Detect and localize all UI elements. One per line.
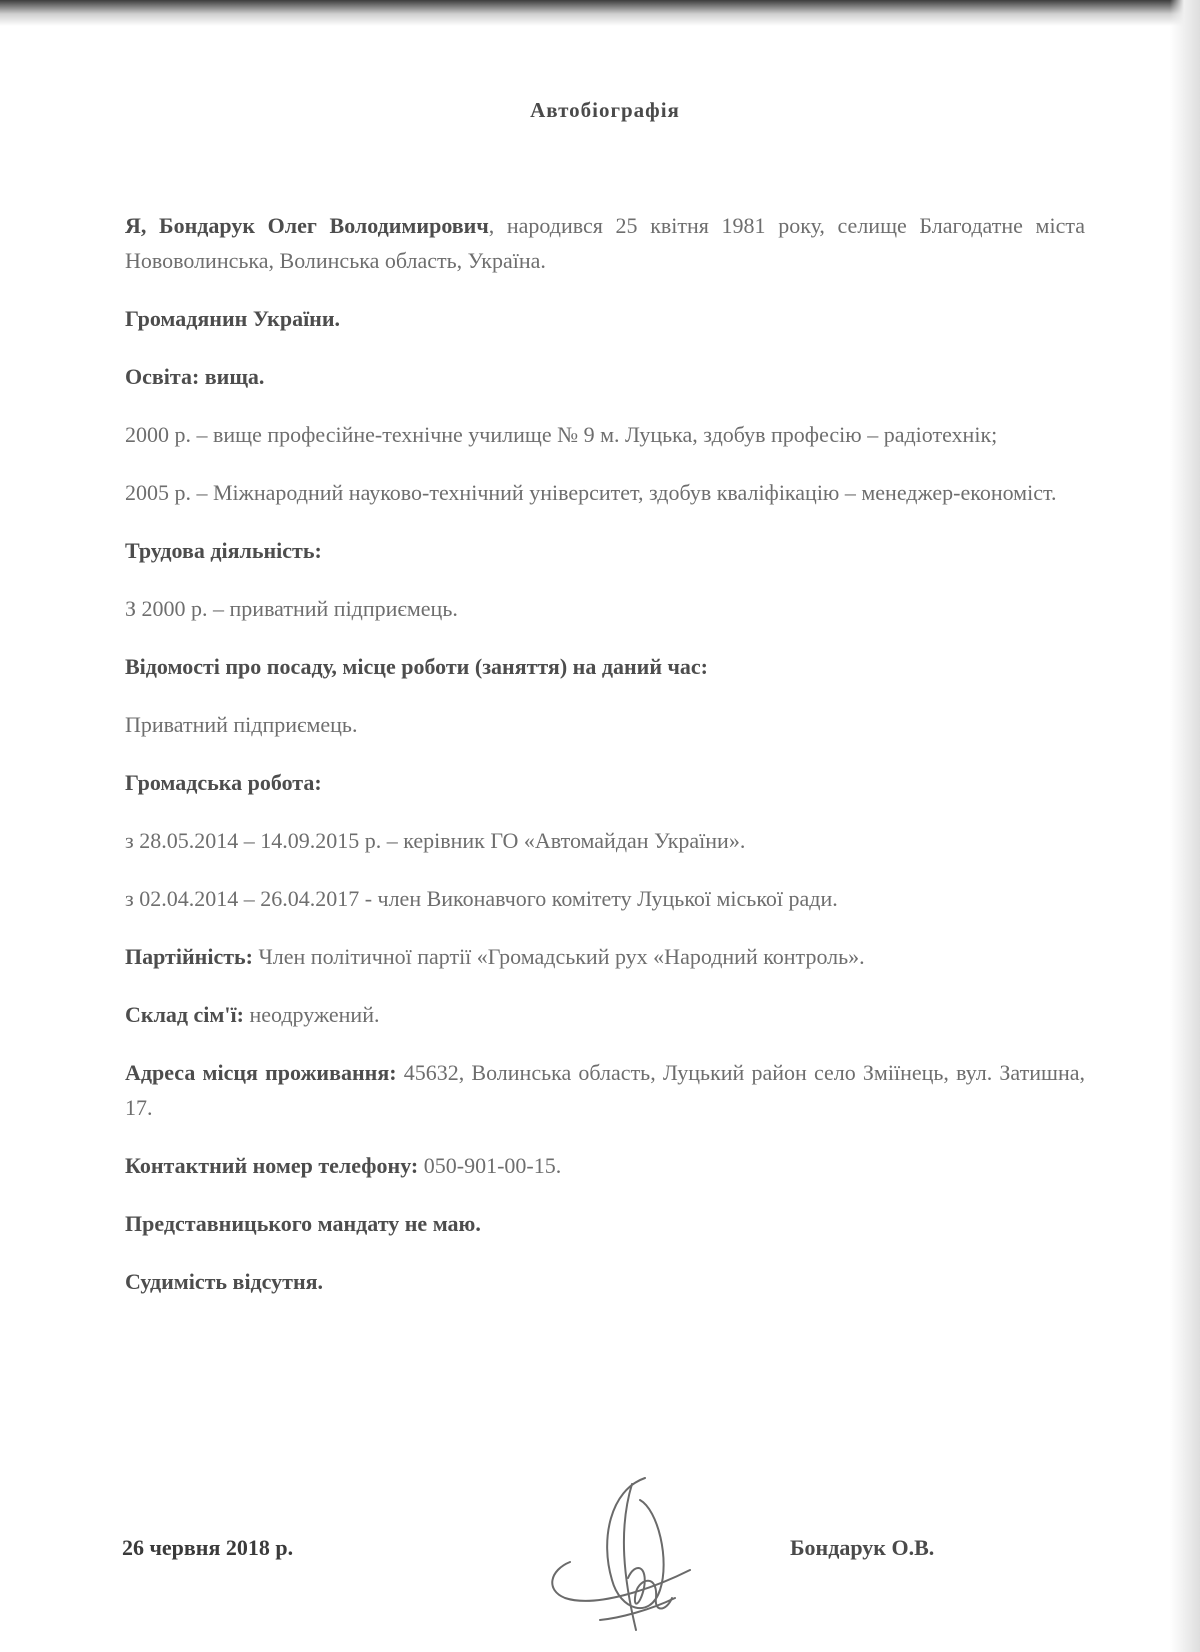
phone-text: 050-901-00-15.	[418, 1153, 562, 1178]
work-text: З 2000 р. – приватний підприємець.	[125, 596, 458, 621]
signature-date: 26 червня 2018 р.	[122, 1535, 294, 1560]
phone-paragraph	[125, 1148, 1085, 1183]
education-item: 2005 р. – Міжнародний науково-технічний університет, здобув кваліфікацію – менеджер-економіст.	[125, 480, 1057, 505]
address-label: Адреса місця проживання:	[125, 1060, 397, 1085]
person-name: Я, Бондарук Олег Володимирович	[125, 213, 489, 238]
party-paragraph	[125, 939, 1085, 974]
education-label: Освіта: вища.	[125, 364, 265, 389]
citizenship: Громадянин України.	[125, 306, 341, 331]
scan-right-edge	[1170, 0, 1200, 1652]
scan-top-edge	[0, 0, 1200, 26]
position-text: Приватний підприємець.	[125, 712, 358, 737]
family-label: Склад сім'ї:	[125, 1002, 244, 1027]
intro-paragraph	[125, 208, 1085, 278]
work-label: Трудова діяльність:	[125, 538, 322, 563]
handwritten-signature	[540, 1470, 710, 1640]
education-item: 2000 р. – вище професійне-технічне училище № 9 м. Луцька, здобув професію – радіотехнік;	[125, 422, 998, 447]
public-work-item: з 02.04.2014 – 26.04.2017 - член Виконавчого комітету Луцької міської ради.	[125, 886, 838, 911]
phone-label: Контактний номер телефону:	[125, 1153, 419, 1178]
mandate-statement: Представницького мандату не маю.	[125, 1211, 481, 1236]
public-work-item: з 28.05.2014 – 14.09.2015 р. – керівник ГО «Автомайдан України».	[125, 828, 746, 853]
document-body	[125, 208, 1085, 1322]
party-label: Партійність:	[125, 944, 253, 969]
conviction-statement: Судимість відсутня.	[125, 1269, 324, 1294]
intro-text: , народився 25 квітня 1981 року, селище Благодатне міста Нововолинська, Волинська область, Україна.	[125, 213, 1085, 273]
family-text: неодружений.	[243, 1002, 380, 1027]
family-paragraph	[125, 997, 1085, 1032]
signatory-name: Бондарук О.В.	[790, 1535, 935, 1560]
address-paragraph	[125, 1055, 1085, 1125]
position-label: Відомості про посаду, місце роботи (заняття) на даний час:	[125, 654, 708, 679]
document-title: Автобіографія	[530, 98, 680, 122]
party-text: Член політичної партії «Громадський рух «Народний контроль».	[252, 944, 865, 969]
public-work-label: Громадська робота:	[125, 770, 322, 795]
address-text: 45632, Волинська область, Луцький район село Зміїнець, вул. Затишна, 17.	[125, 1060, 1085, 1120]
